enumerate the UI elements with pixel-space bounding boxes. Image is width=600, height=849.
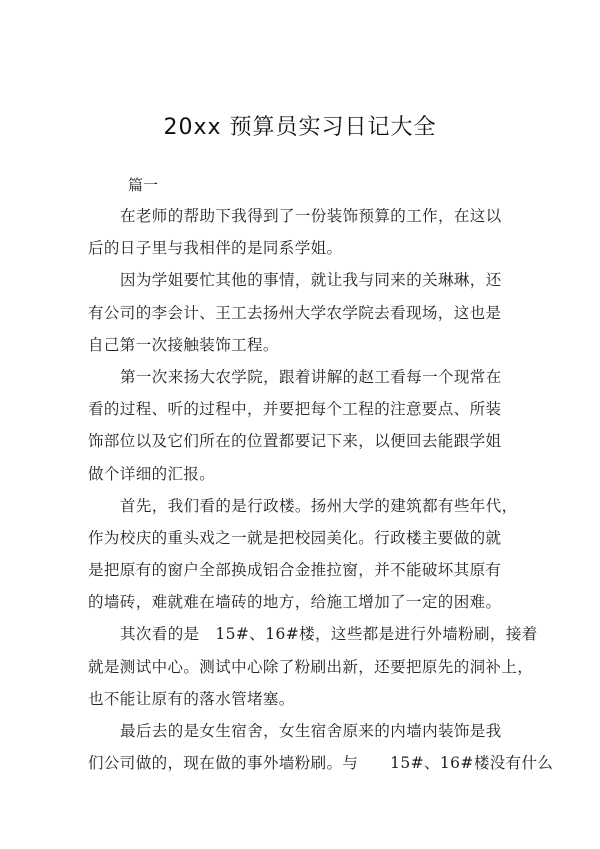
text-line: 就是测试中心。测试中心除了粉刷出新，还要把原先的洞补上， bbox=[88, 657, 534, 676]
text-line: 其次看的是 15#、16#楼，这些都是进行外墙粉刷，接着 bbox=[120, 625, 538, 644]
text-line: 有公司的李会计、王工去扬州大学农学院去看现场，这也是 bbox=[88, 303, 502, 322]
document-title: 20xx 预算员实习日记大全 bbox=[163, 115, 437, 140]
text-line: 因为学姐要忙其他的事情，就让我与同来的关琳琳，还 bbox=[120, 271, 502, 290]
text-line: 也不能让原有的落水管堵塞。 bbox=[88, 689, 295, 708]
section-heading: 篇一 bbox=[128, 176, 159, 194]
text-line: 在老师的帮助下我得到了一份装饰预算的工作，在这以 bbox=[120, 207, 502, 225]
text-line: 第一次来扬大农学院，跟着讲解的赵工看每一个现常在 bbox=[120, 367, 502, 386]
text-line: 是把原有的窗户全部换成铝合金推拉窗，并不能破坏其原有 bbox=[88, 561, 502, 580]
text-line: 做个详细的汇报。 bbox=[88, 464, 216, 483]
text-line: 作为校庆的重头戏之一就是把校园美化。行政楼主要做的就 bbox=[88, 528, 502, 547]
text-line: 首先，我们看的是行政楼。扬州大学的建筑都有些年代， bbox=[120, 496, 518, 515]
text-line: 最后去的是女生宿舍，女生宿舍原来的内墙内装饰是我 bbox=[120, 722, 502, 740]
text-line: 的墙砖，难就难在墙砖的地方，给施工增加了一定的困难。 bbox=[88, 593, 502, 612]
document-body bbox=[88, 200, 554, 779]
text-line: 饰部位以及它们所在的位置都要记下来，以便回去能跟学姐 bbox=[88, 432, 502, 451]
text-line: 自己第一次接触装饰工程。 bbox=[88, 335, 279, 354]
text-line: 们公司做的，现在做的事外墙粉刷。与 15#、16#楼没有什么 bbox=[88, 754, 554, 773]
text-line: 后的日子里与我相伴的是同系学姐。 bbox=[88, 239, 343, 258]
text-line: 看的过程、听的过程中，并要把每个工程的注意要点、所装 bbox=[88, 400, 502, 419]
